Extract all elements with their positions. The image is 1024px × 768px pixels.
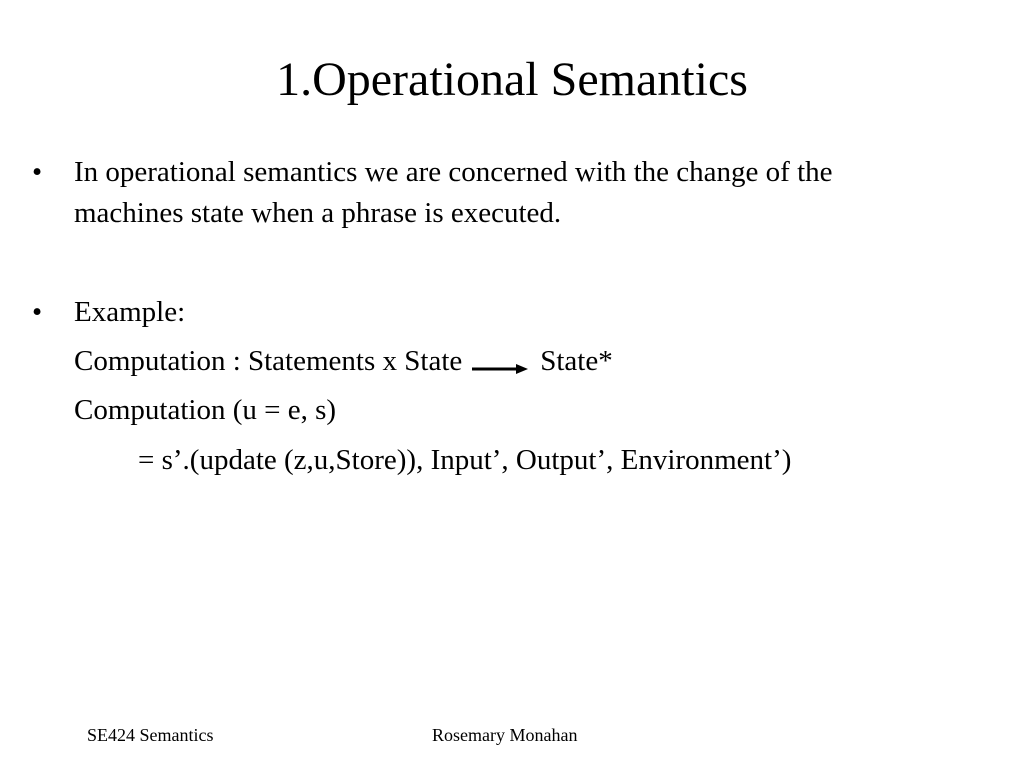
footer-author: Rosemary Monahan [432, 725, 578, 745]
footer-course: SE424 Semantics [87, 725, 214, 745]
bullet-1-line-2: machines state when a phrase is executed. [74, 197, 562, 229]
slide-title: 1.Operational Semantics [276, 53, 748, 106]
bullet-marker-1: • [32, 156, 43, 188]
signature-left: Computation : Statements x State [74, 345, 463, 377]
signature-right: State* [540, 345, 613, 377]
bullet-1-line-1: In operational semantics we are concerned with the change of the [74, 156, 833, 188]
example-call: Computation (u = e, s) [74, 394, 337, 426]
example-result: = s’.(update (z,u,Store)), Input’, Output’, Environment’) [138, 444, 792, 476]
example-signature [74, 341, 613, 381]
bullet-2-line-1: Example: [74, 296, 186, 328]
bullet-marker-2: • [32, 296, 43, 328]
right-arrow-icon [470, 350, 530, 370]
